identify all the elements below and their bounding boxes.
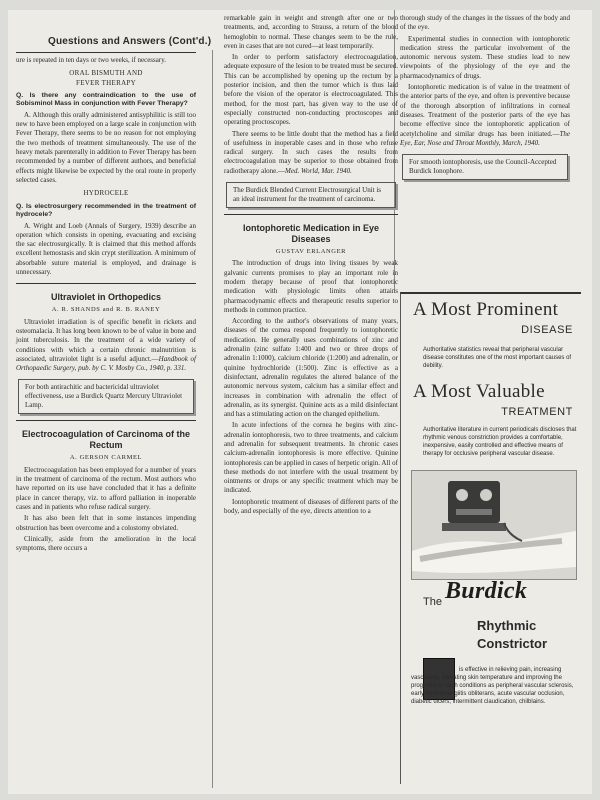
ad-text: Authoritative statistics reveal that peripheral vascular disease constitutes one of the most important causes of debility. xyxy=(423,347,572,369)
article-text: thorough study of the changes in the tissues of the body and of the eye. xyxy=(400,14,570,32)
promo-box: For both antirachitic and bactericidal ultraviolet effectiveness, use a Burdick Quartz Mercury Ultraviolet Lamp. xyxy=(18,379,194,414)
ad-subheadline: TREATMENT xyxy=(501,406,573,418)
question: Q. Is electrosurgery recommended in the treatment of hydrocele? xyxy=(16,202,196,219)
article-text: Electrocoagulation has been employed for a number of years in the treatment of carcinoma of the rectum. Most authors who have reported on its use have concluded that it has a definite place in cancer therapy, viz. to afford palliation in inoperable cases and in patients who refuse radical surgery. xyxy=(16,465,196,511)
article-body: There seems to be little doubt that the method has a field of usefulness in inoperable cases and in those who refuse radical surgery. In such cases the results from electrocoagulation may be superior to those obtained from radiotherapy alone.— xyxy=(224,129,398,175)
article-title: Electrocoagulation of Carcinoma of the Rectum xyxy=(21,429,191,451)
ad-the: The xyxy=(423,596,442,608)
header-continued: (Cont'd.) xyxy=(168,36,212,47)
promo-box: For smooth iontophoresis, use the Council-Accepted Burdick Ionophore. xyxy=(402,154,568,180)
article-title: Ultraviolet in Orthopedics xyxy=(50,292,162,303)
column-3 xyxy=(400,14,570,186)
article-text: The introduction of drugs into living tissues by weak galvanic currents promises to play an important role in modern therapy because of proof that iontophoretic medication with physiologic limits often attains pharmacodynamic effects and therapeutic results superior to methods in common practice. xyxy=(224,259,398,314)
ad-text: Authoritative literature in current periodicals discloses that rhythmic venous constriction provides a comfortable, inexpensive, easily controlled and effective means of therapy for occlusive peripheral vascular disease. xyxy=(423,427,577,457)
column-divider xyxy=(212,50,213,788)
brand-logo: Burdick xyxy=(445,578,528,604)
section-heading-line: ORAL BISMUTH AND xyxy=(69,69,143,78)
product-name: Constrictor xyxy=(477,636,548,651)
citation: Handbook of Orthopaedic Surgery, pub. by C. V. Mosby Co., 1940, p. 331. xyxy=(16,354,196,373)
article-author: GUSTAV ERLANGER xyxy=(275,248,347,256)
column-2 xyxy=(224,14,398,518)
ad-headline: A Most Prominent xyxy=(413,299,559,320)
article-text: Iontophoretic treatment of diseases of different parts of the body, and especially of the eye, directs attention to a xyxy=(224,497,398,516)
ad-body: is effective in relieving pain, increasing vascularity, elevating skin temperature and improving the prognosis in such conditions as peripheral vascular sclerosis, early thromboangiitis obliterans, acute vascular occlusion, diabetic ulcers, intermittent claudication, chilblains. xyxy=(411,667,574,705)
header-title: Questions and Answers xyxy=(48,36,166,47)
column-1 xyxy=(16,56,196,555)
citation: The Eye, Ear, Nose and Throat Monthly, March, 1940. xyxy=(400,129,570,147)
page-header xyxy=(48,36,211,47)
citation: Med. World, Mar. 1940. xyxy=(285,166,352,175)
article-text: In acute infections of the cornea he begins with zinc-adrenalin iontophoresis, two to three treatments, and calcium and adrenalin for subsequent treatments. In chronic cases calcium-adrenalin iontophoresis is more effective. Quinine iontophoresis can be applied in cases of herpetic origin. All of these methods do not interfere with the usual treatment by ointments or drops or any specific treatment which may be indicated. xyxy=(224,421,398,495)
article-title: Iontophoretic Medication in Eye Diseases xyxy=(242,223,379,245)
section-rule xyxy=(224,214,398,215)
article-text: According to the author's observations of many years, diseases of the cornea respond frequently to iontophoretic medication. He generally uses combinations of zinc and adrenalin (zinc sulfate 1:400 and two or three drops of adrenalin 1:1000), calcium chloride (1:200) and adrenalin, or quinine hydrochloride (1:500). Zinc is effective as a disinfectant, adrenalin regulates the altered balance of the autonomic nervous system, calcium has a similar effect and increases in combination with adrenalin the effect of adrenalin, as its synergist. Quinine acts as a mild disinfectant and has a stimulating action on the changed epithelium. xyxy=(224,317,398,419)
article-text xyxy=(16,318,196,374)
constrictor-device-photo xyxy=(412,471,576,579)
question: Q. Is there any contraindication to the use of Sobisminol Mass in conjunction with Fever Therapy? xyxy=(16,91,196,108)
article-text: In order to perform satisfactory electrocoagulation, adequate exposure of the lesion to be treated must be secured. This can be accomplished by opening up the rectum by a posterior incision, and then the tumor which is thus laid before the vision of the operator is electrocoagulated. This method, for the most part, has given way to the use of especially constructed non-conducting proctoscopes and operating proctoscopes. xyxy=(224,53,398,127)
article-text: It has also been felt that in some instances impending obstruction has been overcome and a colostomy obviated. xyxy=(16,514,196,532)
ad-photo xyxy=(411,470,577,580)
header-rule xyxy=(16,52,196,53)
article-text: remarkable gain in weight and strength after one or two treatments, and, according to Strauss, a return of the blood hemoglobin to normal. These changes seem to be the rule, even in cases that are not cured—at least temporarily. xyxy=(224,14,398,50)
advertisement xyxy=(400,292,581,784)
document-page xyxy=(8,10,592,794)
ad-subheadline: DISEASE xyxy=(521,324,573,336)
ad-headline: A Most Valuable xyxy=(413,381,545,402)
answer: A. Although this orally administered antisyphilitic is still too new to have been employed on a large scale in conjunction with Fever Therapy, there seems to be no reason for not employing the two methods of treatment simultaneously. The use of the heavy metals parenterally in addition to Fever Therapy has been recommended by a number of different authors, and beneficial effects might likewise be expected by the oral route in properly selected cases. xyxy=(16,110,196,184)
text-indent xyxy=(411,670,459,671)
section-rule xyxy=(16,420,196,421)
article-body: Iontophoretic medication is of value in the treatment of the anterior parts of the eye, and often is preventive because of the thorough absorption of infiltrations in corneal diseases. Treatment of the posterior parts of the eye has become effective since the iontophoretic application of acetylcholine and similar drugs has been initiated.— xyxy=(400,83,570,138)
article-text: Clinically, aside from the amelioration in the local symptoms, there occurs a xyxy=(16,534,196,553)
answer: A. Wright and Loeb (Annals of Surgery, 1939) describe an operation which consists in opening, evacuating and excising the sac electrosurgically. It is claimed that this method affords excellent hemostasis and skin crypt sterilization. A minimum of absorbable suture material is employed, and drainage is unnecessary. xyxy=(16,221,196,277)
section-heading xyxy=(16,69,196,88)
section-rule xyxy=(16,283,196,284)
article-text xyxy=(224,130,398,176)
section-heading: HYDROCELE xyxy=(83,189,129,198)
article-author: A. GERSON CARMEL xyxy=(69,454,143,462)
section-heading-line: FEVER THERAPY xyxy=(76,78,136,87)
intro-text: ure is repeated in ten days or two weeks, if necessary. xyxy=(16,56,166,64)
promo-box: The Burdick Blended Current Electrosurgical Unit is an ideal instrument for the treatment of carcinoma. xyxy=(226,182,396,208)
product-name: Rhythmic xyxy=(477,618,537,633)
article-author: A. R. SHANDS and R. B. RANEY xyxy=(51,306,161,314)
article-text xyxy=(400,83,570,148)
article-body: Ultraviolet irradiation is of specific benefit in rickets and osteomalacia. It has long been known to be of value in bone and joint tuberculosis. In the treatment of a wide variety of conditions with which a certain chronic malnutrition is associated, ultraviolet light is a useful adjunct.— xyxy=(16,317,196,363)
article-text: Experimental studies in connection with iontophoretic medication stress the particular involvement of the autonomic nervous system. These studies lead to new viewpoints of the physiology of the eye and the pharmacodynamics of drugs. xyxy=(400,34,570,80)
ad-text xyxy=(411,666,577,706)
